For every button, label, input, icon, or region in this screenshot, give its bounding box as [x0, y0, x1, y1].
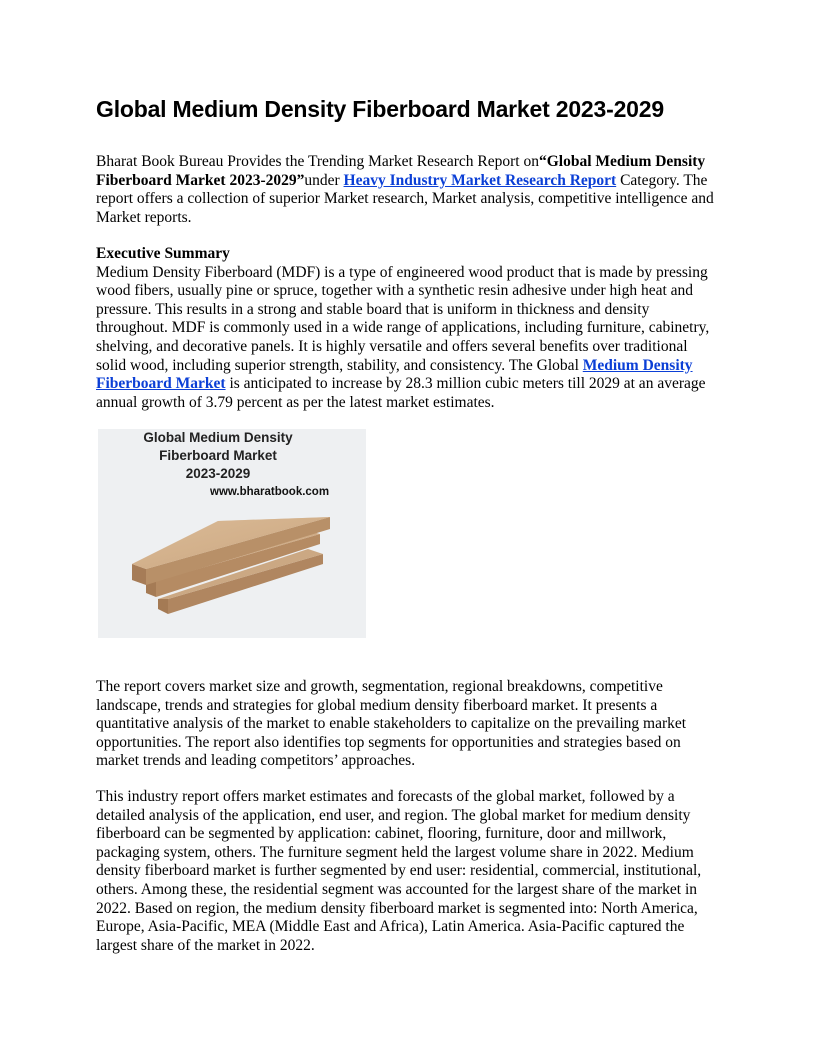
- summary-text-2: is anticipated to increase by 28.3 million cubic meters till 2029 at an average annual growth of 3.79 percent as per the latest market estimates.: [96, 375, 706, 411]
- heavy-industry-link[interactable]: Heavy Industry Market Research Report: [343, 171, 617, 189]
- image-title: [98, 429, 338, 483]
- segmentation-paragraph: This industry report offers market estimates and forecasts of the global market, followed by a detailed analysis of the application, end user, and region. The global market for medium density fiberboard can be segmented by application: cabinet, flooring, furniture, door and millwork, packaging system, others. The furniture segment held the largest volume share in 2022. Medium density fiberboard market is further segmented by end user: residential, commercial, institutional, others. Among these, the residential segment was accounted for the largest share of the market in 2022. Based on region, the medium density fiberboard market is segmented into: North America, Europe, Asia-Pacific, MEA (Middle East and Africa), Latin America. Asia-Pacific captured the largest share of the market in 2022.: [96, 788, 702, 954]
- image-title-line-2: Fiberboard Market: [159, 448, 277, 463]
- page-title: Global Medium Density Fiberboard Market 2023-2029: [96, 96, 664, 122]
- executive-summary-heading: Executive Summary: [96, 245, 230, 262]
- intro-text-3: Category. The report offers a collection of superior Market research, Market analysis, competitive intelligence and Market reports.: [96, 171, 714, 226]
- image-title-line-1: Global Medium Density: [143, 430, 293, 445]
- intro-paragraph: [96, 153, 720, 227]
- executive-summary-paragraph: [96, 245, 720, 412]
- report-coverage-paragraph: The report covers market size and growth, segmentation, regional breakdowns, competitive landscape, trends and strategies for global medium density fiberboard market. It presents a quantitative analysis of the market to enable stakeholders to capitalize on the prevailing market opportunities. The report also identifies top segments for opportunities and strategies based on market trends and leading competitors’ approaches.: [96, 678, 687, 770]
- mdf-market-link[interactable]: Medium Density Fiberboard Market: [96, 356, 693, 393]
- summary-text-1: Medium Density Fiberboard (MDF) is a type of engineered wood product that is made by pressing wood fibers, usually pine or spruce, together with a synthetic resin adhesive under high heat and pressure. This results in a strong and stable board that is uniform in thickness and density throughout. MDF is commonly used in a wide range of applications, including furniture, cabinetry, shelving, and decorative panels. It is highly versatile and offers several benefits over traditional solid wood, including superior strength, stability, and consistency. The Global: [96, 263, 710, 374]
- image-title-line-3: 2023-2029: [185, 466, 251, 481]
- report-cover-image: [98, 429, 366, 638]
- intro-text-2: under: [304, 171, 344, 189]
- intro-text-1: Bharat Book Bureau Provides the Trending Market Research Report on: [96, 153, 539, 170]
- image-url: www.bharatbook.com: [210, 486, 330, 498]
- intro-bold-title: “Global Medium Density Fiberboard Market 2023-2029”: [96, 153, 706, 189]
